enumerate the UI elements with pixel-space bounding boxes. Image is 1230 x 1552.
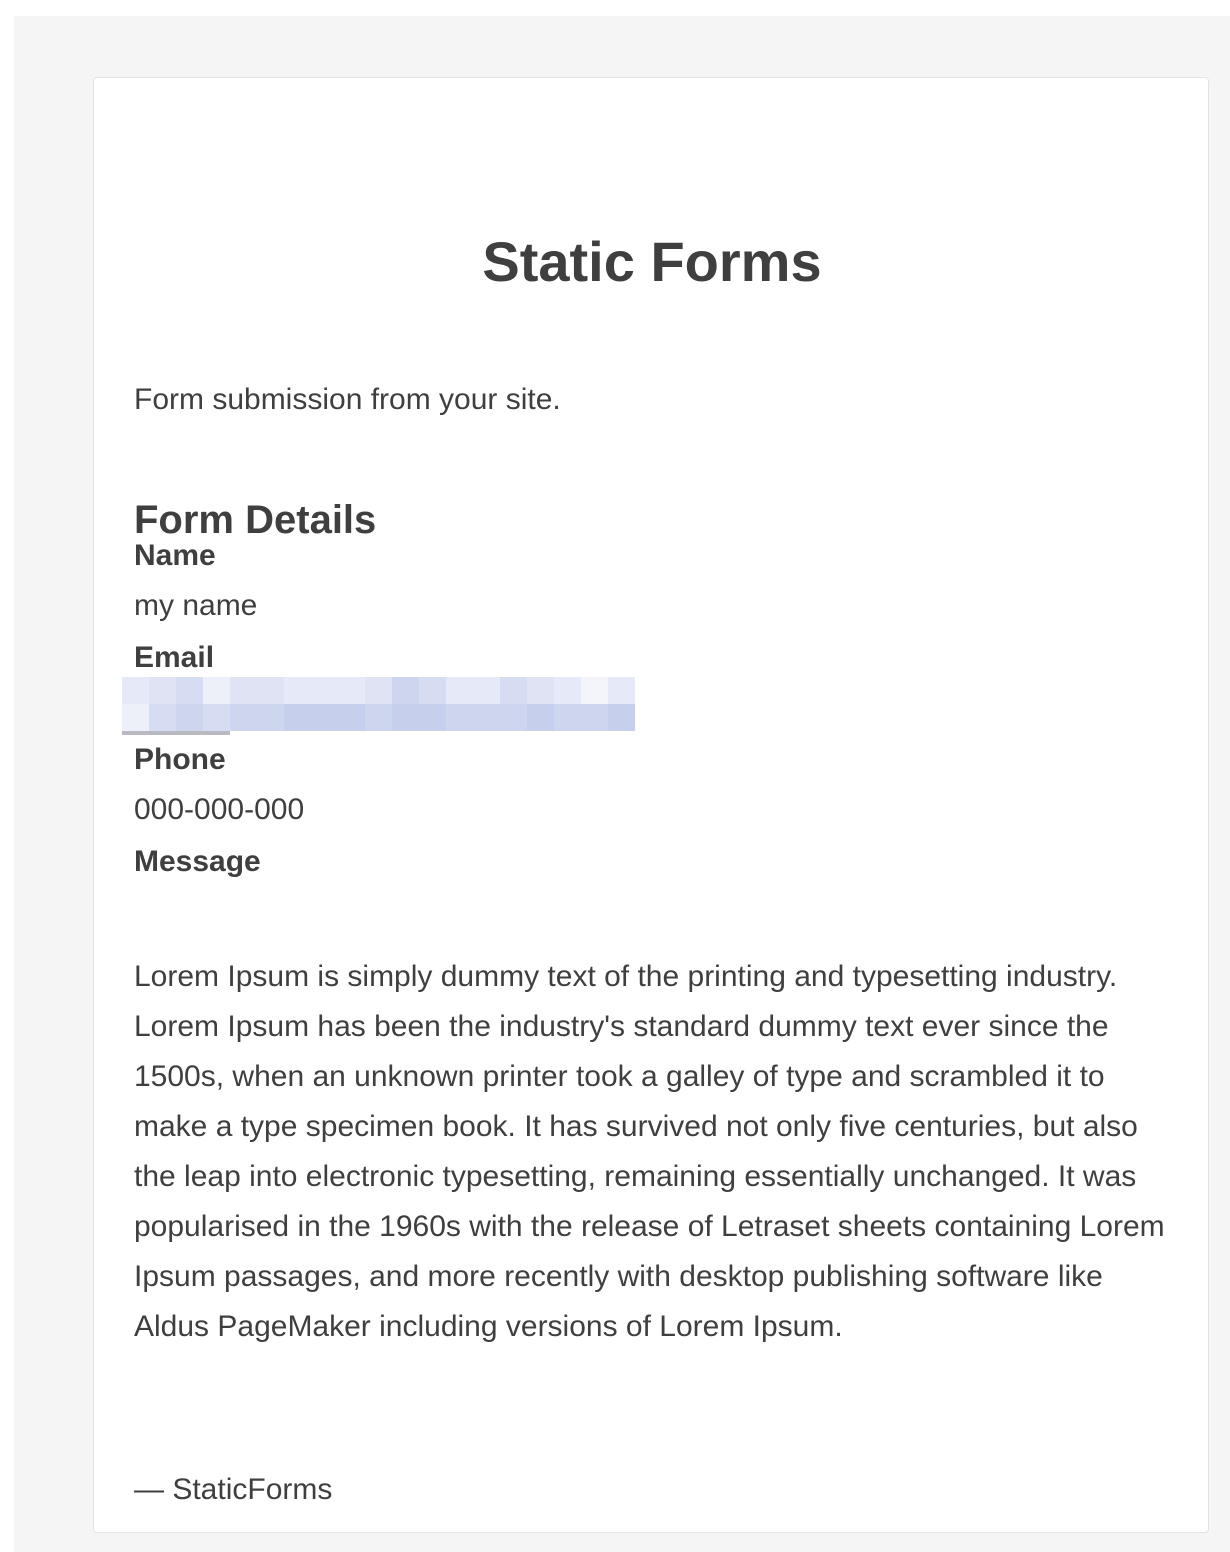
redaction-pixel: [473, 677, 500, 704]
redaction-pixel: [230, 704, 257, 731]
redaction-pixel: [473, 704, 500, 731]
redaction-pixel: [608, 704, 635, 731]
redaction-pixel: [338, 704, 365, 731]
redaction-pixel: [365, 677, 392, 704]
redaction-pixel: [500, 704, 527, 731]
email-card: [93, 77, 1209, 1533]
redaction-pixel: [446, 704, 473, 731]
redaction-pixel: [257, 677, 284, 704]
redaction-pixel: [338, 677, 365, 704]
redaction-pixel: [581, 677, 608, 704]
redaction-pixel: [122, 677, 149, 704]
redaction-pixel: [446, 677, 473, 704]
message-label: Message: [134, 845, 261, 878]
page-title: Static Forms: [482, 230, 822, 293]
redaction-pixel: [203, 677, 230, 704]
redaction-pixel: [230, 677, 257, 704]
redaction-pixel: [203, 704, 230, 731]
redaction-pixel: [554, 677, 581, 704]
redaction-pixel: [311, 704, 338, 731]
redaction-pixel: [527, 677, 554, 704]
page-background: [14, 16, 1230, 1552]
redaction-pixel: [365, 704, 392, 731]
phone-value: 000-000-000: [134, 793, 305, 826]
redaction-pixel: [392, 704, 419, 731]
redaction-pixel: [149, 677, 176, 704]
redaction-pixel: [419, 704, 446, 731]
redaction-pixel: [257, 704, 284, 731]
email-label: Email: [134, 641, 215, 674]
redaction-pixel: [581, 704, 608, 731]
redaction-pixel: [176, 677, 203, 704]
redaction-pixel: [176, 704, 203, 731]
signature: — StaticForms: [134, 1473, 333, 1506]
name-value: my name: [134, 589, 258, 622]
redaction-pixel: [392, 677, 419, 704]
redaction-pixel: [284, 704, 311, 731]
redaction-pixel: [311, 677, 338, 704]
redaction-pixel: [527, 704, 554, 731]
form-details-heading: Form Details: [134, 498, 377, 542]
email-value-redacted: [122, 677, 636, 737]
redaction-pixel: [122, 704, 149, 731]
redaction-pixel: [284, 677, 311, 704]
redaction-pixel: [149, 704, 176, 731]
intro-text: Form submission from your site.: [134, 383, 561, 416]
phone-label: Phone: [134, 743, 226, 776]
redaction-pixel: [554, 704, 581, 731]
message-value: Lorem Ipsum is simply dummy text of the printing and typesetting industry. Lorem Ipsum has been the industry's standard dummy text ever since the 1500s, when an unknown printer took a galley of type and scrambled it to make a type specimen book. It has survived not only five centuries, but also the leap into electronic typesetting, remaining essentially unchanged. It was popularised in the 1960s with the release of Letraset sheets containing Lorem Ipsum passages, and more recently with desktop publishing software like Aldus PageMaker including versions of Lorem Ipsum.: [134, 960, 1165, 1343]
name-label: Name: [134, 539, 216, 572]
redaction-pixel: [500, 677, 527, 704]
redaction-pixel: [608, 677, 635, 704]
redaction-pixel: [419, 677, 446, 704]
redaction-pixel: [122, 731, 230, 735]
